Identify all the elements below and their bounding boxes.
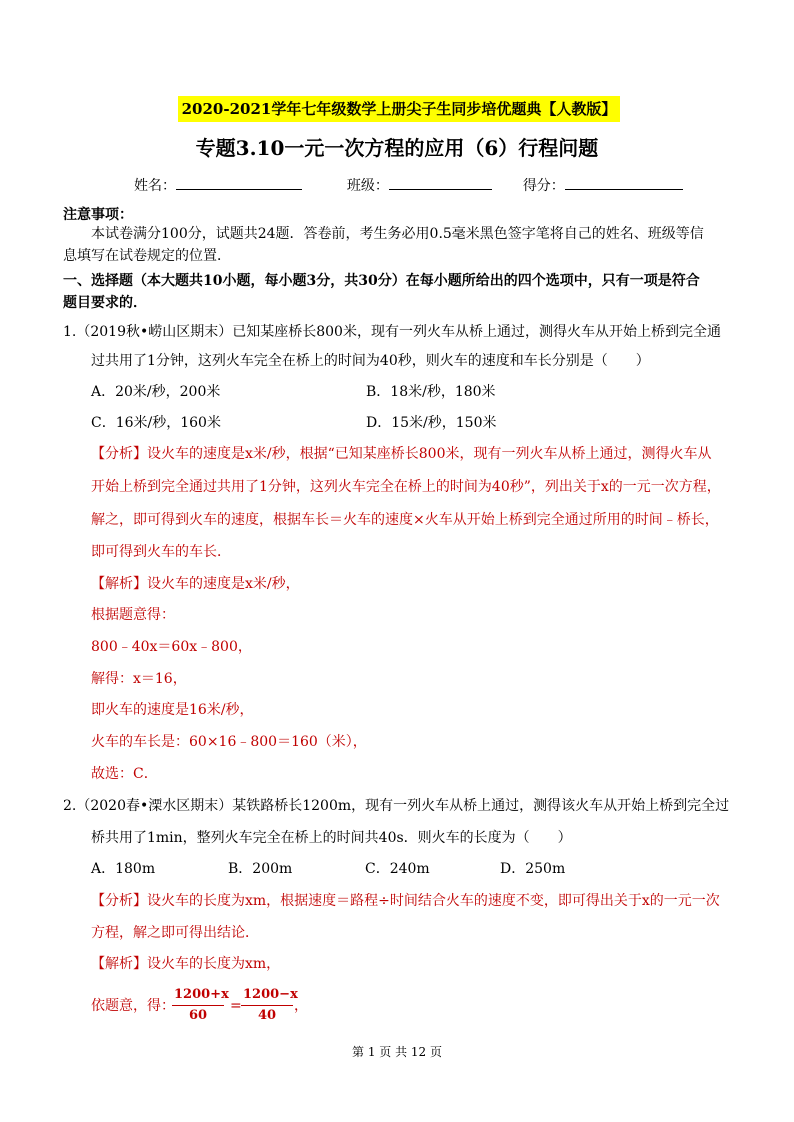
section-heading: 一、选择题（本大题共10小题，每小题3分，共30分）在每小题所给出的四个选项中，只有一项是符合 bbox=[63, 273, 700, 289]
notice-heading: 注意事项： bbox=[63, 207, 133, 223]
fraction-denominator: 60 bbox=[188, 1008, 208, 1023]
solution-step: 火车的车长是：60×16﹣800＝160（米）， bbox=[91, 734, 367, 750]
analysis-text: 【分析】设火车的速度是x米/秒，根据“已知某座桥长800米，现有一列火车从桥上通过，测得火车从 bbox=[91, 446, 712, 462]
fraction-numerator: 1200+x bbox=[172, 985, 224, 1006]
name-blank[interactable] bbox=[176, 175, 302, 190]
solution-heading: 【解析】设火车的速度是x米/秒， bbox=[91, 576, 300, 592]
notice-line: 息填写在试卷规定的位置． bbox=[63, 248, 231, 264]
name-label: 姓名： bbox=[134, 178, 176, 194]
student-info-row bbox=[134, 175, 683, 196]
series-banner: 2020-2021学年七年级数学上册尖子生同步培优题典【人教版】 bbox=[178, 96, 620, 122]
notice-line: 本试卷满分100分，试题共24题．答卷前，考生务必用0.5毫米黑色签字笔将自己的姓名、班级等信 bbox=[91, 226, 704, 242]
answer-text: 故选：C． bbox=[91, 766, 158, 782]
class-blank[interactable] bbox=[389, 175, 492, 190]
solution-heading: 【解析】设火车的长度为xm， bbox=[91, 956, 281, 972]
solution-step: 800﹣40x＝60x﹣800， bbox=[91, 639, 252, 655]
solution-step: 解得：x＝16， bbox=[91, 671, 187, 687]
score-blank[interactable] bbox=[565, 175, 683, 190]
fraction-numerator: 1200−x bbox=[241, 985, 293, 1006]
fraction-left bbox=[172, 985, 229, 1026]
question-text: 过共用了1分钟，这列火车完全在桥上的时间为40秒，则火车的速度和车长分别是（ ） bbox=[91, 353, 650, 369]
solution-step: 即火车的速度是16米/秒， bbox=[91, 702, 254, 718]
equation-prefix: 依题意，得： bbox=[91, 998, 175, 1014]
solution-step: 根据题意得： bbox=[91, 607, 175, 623]
option-d: D．15米/秒，150米 bbox=[366, 415, 497, 431]
option-c: C．16米/秒，160米 bbox=[91, 415, 221, 431]
section-heading: 题目要求的． bbox=[63, 295, 147, 311]
question-text: 桥共用了1min，整列火车完全在桥上的时间共40s．则火车的长度为（ ） bbox=[91, 830, 572, 846]
analysis-text: 开始上桥到完全通过共用了1分钟，这列火车完全在桥上的时间为40秒”，列出关于x的一元一次方程， bbox=[91, 479, 721, 495]
equals-sign: = bbox=[230, 998, 242, 1014]
question-text: 2.（2020春•溧水区期末）某铁路桥长1200m，现有一列火车从桥上通过，测得该火车从开始上桥到完全过 bbox=[63, 798, 730, 814]
analysis-text: 即可得到火车的车长． bbox=[91, 544, 231, 560]
question-text: 1.（2019秋•崂山区期末）已知某座桥长800米，现有一列火车从桥上通过，测得火车从开始上桥到完全通 bbox=[63, 324, 721, 340]
option-b: B．200m bbox=[228, 861, 293, 877]
score-label: 得分： bbox=[522, 178, 565, 194]
option-d: D．250m bbox=[500, 861, 566, 877]
option-c: C．240m bbox=[365, 861, 430, 877]
analysis-text: 解之，即可得到火车的速度，根据车长＝火车的速度×火车从开始上桥到完全通过所用的时间﹣桥长， bbox=[91, 512, 719, 528]
page-footer: 第 1 页 共 12 页 bbox=[352, 1045, 442, 1059]
class-label: 班级： bbox=[346, 178, 389, 194]
analysis-text: 方程，解之即可得出结论． bbox=[91, 925, 259, 941]
fraction-right bbox=[241, 985, 298, 1026]
page-title: 专题3.10一元一次方程的应用（6）行程问题 bbox=[195, 136, 599, 160]
option-b: B．18米/秒，180米 bbox=[366, 384, 496, 400]
option-a: A．20米/秒，200米 bbox=[91, 384, 221, 400]
fraction-denominator: 40 bbox=[257, 1008, 277, 1023]
equation-suffix: ， bbox=[294, 998, 308, 1014]
option-a: A．180m bbox=[91, 861, 156, 877]
analysis-text: 【分析】设火车的长度为xm，根据速度＝路程÷时间结合火车的速度不变，即可得出关于x的一元一次 bbox=[91, 893, 720, 909]
